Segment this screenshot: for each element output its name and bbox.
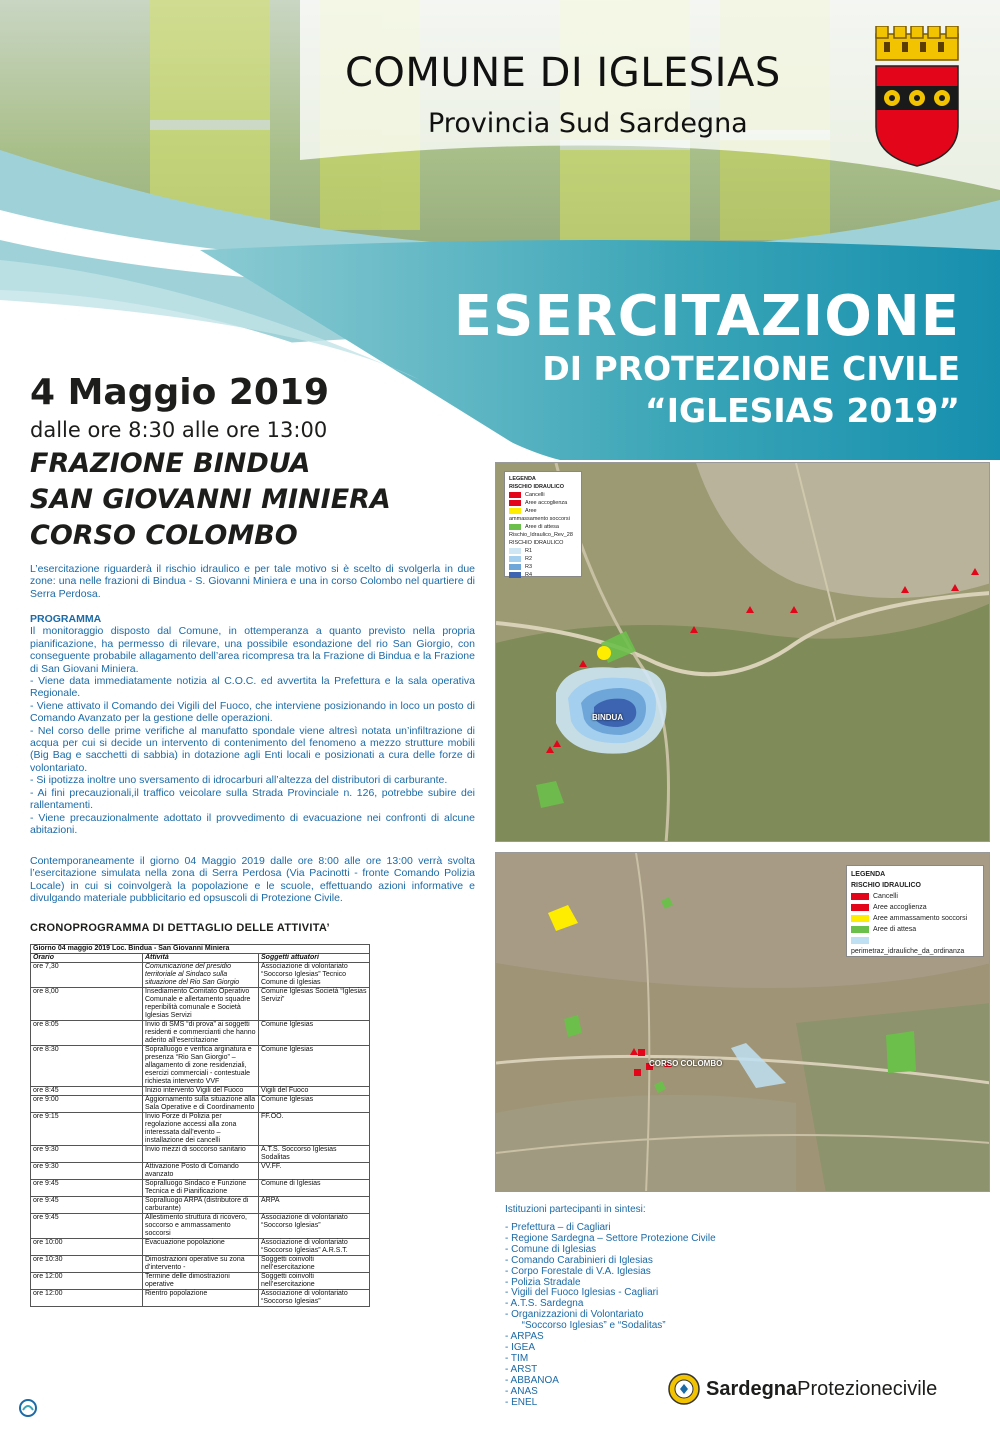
legend-item (509, 571, 577, 579)
crono-cell-time: ore 12:00 (31, 1290, 143, 1307)
crono-cell-activity: Rientro popolazione (143, 1290, 259, 1307)
event-title (454, 286, 960, 432)
istituzioni-title: Istituzioni partecipanti in sintesi: (505, 1204, 646, 1215)
legend-swatch (851, 937, 869, 944)
legend-layer-subtitle: RISCHIO IDRAULICO (509, 540, 564, 546)
istituzione-item: - Comando Carabinieri di Iglesias (505, 1254, 653, 1266)
provincia-subtitle: Provincia Sud Sardegna (428, 108, 748, 139)
crono-cell-time: ore 12:00 (31, 1273, 143, 1290)
legend-swatch (509, 524, 521, 530)
istituzione-item: - Corpo Forestale di V.A. Iglesias (505, 1265, 651, 1277)
crono-cell-time: ore 8:45 (31, 1087, 143, 1096)
legend-item (509, 555, 577, 563)
crono-cell-actors: A.T.S. Soccorso Iglesias Sodalitas (259, 1146, 370, 1163)
crono-row (31, 1096, 370, 1113)
legend-label: R2 (525, 556, 533, 562)
crono-body (31, 963, 370, 1307)
legend-label: Aree di attesa (525, 524, 559, 530)
crono-row (31, 1021, 370, 1046)
crono-cell-time: ore 9:15 (31, 1113, 143, 1146)
crono-cell-time: ore 9:45 (31, 1214, 143, 1239)
legend-label: Aree di attesa (873, 926, 917, 933)
crono-header-attivita: Attività (143, 954, 259, 963)
crono-cell-actors: Associazione di volontariato “Soccorso Iglesias” A.R.S.T. (259, 1239, 370, 1256)
legend-title: LEGENDA (851, 871, 886, 878)
legend-swatch (851, 893, 869, 900)
legend-subtitle: RISCHIO IDRAULICO (509, 484, 564, 490)
brand-light: Protezionecivile (797, 1378, 938, 1400)
crono-cell-time: ore 7,30 (31, 963, 143, 988)
istituzione-item: - Comune di Iglesias (505, 1243, 597, 1255)
place-san-giovanni: SAN GIOVANNI MINIERA (30, 484, 391, 515)
crono-caption: Giorno 04 maggio 2019 Loc. Bindua - San Giovanni Miniera (31, 945, 370, 954)
protezione-civile-brand (706, 1378, 937, 1401)
legend-label: Aree ammassamento soccorsi (873, 915, 968, 922)
legend-swatch (509, 500, 521, 506)
istituzione-item: - ARST (505, 1363, 538, 1375)
crono-cell-actors: Soggetti coinvolti nell’esercitazione (259, 1273, 370, 1290)
legend-item (509, 507, 577, 523)
programma-heading: PROGRAMMA (30, 613, 102, 625)
crono-row (31, 963, 370, 988)
crono-cell-time: ore 10:30 (31, 1256, 143, 1273)
programma-paragraph: - Si ipotizza inoltre uno sversamento di idrocarburi all’altezza del distributori di carburante. (30, 774, 448, 787)
crono-cell-time: ore 8:30 (31, 1046, 143, 1087)
crono-row (31, 1113, 370, 1146)
legend-label: Cancelli (525, 492, 545, 498)
crono-row (31, 1146, 370, 1163)
istituzione-item: “Soccorso Iglesias” e “Sodalitas” (505, 1320, 666, 1332)
legend-item (509, 523, 577, 531)
map-corso-colombo-legend (846, 865, 984, 957)
legend-label: R3 (525, 564, 533, 570)
legend-swatch (509, 572, 521, 578)
legend-item (509, 563, 577, 571)
crono-cell-activity: Comunicazione del presidio territoriale al Sindaco sulla situazione del Rio San Giorgio (143, 963, 259, 988)
crono-header-orario: Orario (31, 954, 143, 963)
place-corso-colombo: CORSO COLOMBO (30, 520, 298, 551)
crono-cell-activity: Evacuazione popolazione (143, 1239, 259, 1256)
legend-item (509, 547, 577, 555)
legend-swatch (509, 508, 521, 514)
istituzione-item: - ABBANOA (505, 1374, 559, 1386)
corner-logo-icon (18, 1398, 38, 1418)
place-bindua: FRAZIONE BINDUA (30, 448, 311, 479)
crono-cell-activity: Sopralluogo ARPA (distributore di carburante) (143, 1197, 259, 1214)
crono-row (31, 1087, 370, 1096)
crono-cell-actors: VV.FF. (259, 1163, 370, 1180)
intro-paragraph: L’esercitazione riguarderà il rischio idraulico e per tale motivo si è scelto di svolgerla in due zone: una nelle frazioni di Bindua - S. Giovanni Miniera e una in corso Colombo nel quartiere di Serra Perdosa. (30, 563, 475, 600)
crono-cell-actors: ARPA (259, 1197, 370, 1214)
programma-paragraph: - Viene precauzionalmente adottato il provvedimento di evacuazione nei confronti di alcune abitazioni. (30, 811, 475, 836)
crono-cell-time: ore 9:45 (31, 1180, 143, 1197)
crono-row (31, 1290, 370, 1307)
legend-item (851, 935, 979, 957)
istituzione-item: - IGEA (505, 1341, 536, 1353)
crono-cell-time: ore 9:00 (31, 1096, 143, 1113)
crono-cell-activity: Attivazione Posto di Comando avanzato (143, 1163, 259, 1180)
legend-label: R4 (525, 572, 533, 578)
legend-label: perimetraz_idrauliche_da_ordinanza (851, 948, 965, 955)
crono-cell-time: ore 9:45 (31, 1197, 143, 1214)
istituzione-item: - A.T.S. Sardegna (505, 1298, 584, 1310)
crono-cell-activity: Dimostrazioni operative su zona d’intervento - (143, 1256, 259, 1273)
crono-cell-time: ore 10:00 (31, 1239, 143, 1256)
crono-row (31, 988, 370, 1021)
legend-subtitle: RISCHIO IDRAULICO (851, 882, 921, 889)
crono-row (31, 1214, 370, 1239)
legend-item (851, 891, 979, 902)
legend-levels (509, 547, 577, 579)
legend-swatch (509, 564, 521, 570)
istituzione-item: - Polizia Stradale (505, 1276, 581, 1288)
legend-items (509, 491, 577, 531)
legend-item (851, 924, 979, 935)
istituzione-item: - TIM (505, 1352, 529, 1364)
crono-cell-activity: Insediamento Comitato Operativo Comunale e allertamento squadre reperibilità comunale e Società Iglesias Servizi (143, 988, 259, 1021)
contemporanea-paragraph: Contemporaneamente il giorno 04 Maggio 2019 dalle ore 8:00 alle ore 13:00 verrà svolta l’esercitazione simulata nella zona di Serra Perdosa (Via Pacinotti - fronte Comando Polizia Locale) in cui si coinvolgerà la popolazione e le scuole, effettuando azioni informative e divulgando materiale pubblicitario ed opsuscoli di Protezione Civile. (30, 855, 475, 905)
legend-swatch (509, 548, 521, 554)
crono-cell-time: ore 8:05 (31, 1021, 143, 1046)
istituzione-item: - ANAS (505, 1385, 538, 1397)
map-bindua-legend (504, 471, 582, 577)
legend-label: Aree accoglienza (525, 500, 568, 506)
protezione-civile-logo-icon (668, 1373, 700, 1405)
crono-cell-activity: Sopralluogo e verifica arginatura e presenza “Rio San Giorgio” – allagamento di zone residenziali, esercizi commerciali - contestuale richiesta intervento VVF (143, 1046, 259, 1087)
crono-cell-activity: Invio Forze di Polizia per regolazione accessi alla zona interessata dall’evento – installazione dei cancelli (143, 1113, 259, 1146)
crono-cell-actors: Comune Iglesias (259, 1096, 370, 1113)
map-corso-colombo[interactable] (495, 852, 990, 1192)
crono-row (31, 1163, 370, 1180)
crono-row (31, 1256, 370, 1273)
istituzione-item: - Prefettura – di Cagliari (505, 1222, 611, 1233)
crono-cell-actors: Comune Iglesias Società “Iglesias Servizi” (259, 988, 370, 1021)
event-title-line3: “IGLESIAS 2019” (645, 391, 960, 430)
istituzione-item: - Organizzazioni di Volontariato (505, 1309, 644, 1321)
legend-item (509, 491, 577, 499)
legend-swatch (509, 492, 521, 498)
legend-label: Cancelli (873, 893, 898, 900)
programma-paragraph: - Nel corso delle prime verifiche al manufatto spondale viene altresì notata un’infiltrazione di acqua per cui si decide un intervento di contenimento del fenomeno a mezzo strutture mobili (Big Bag e sacchetti di sabbia) in dotazione agli Enti locali e posizionati a cura delle forze di volontariato. (30, 724, 475, 774)
legend-label: R1 (525, 548, 533, 554)
legend-swatch (509, 556, 521, 562)
map-label-bindua: BINDUA (592, 713, 624, 722)
legend-items (851, 891, 979, 957)
event-title-line1: ESERCITAZIONE (453, 284, 960, 349)
crono-cell-actors: Associazione di volontariato “Soccorso Iglesias” Tecnico Comune di Iglesias (259, 963, 370, 988)
crono-cell-actors: Soggetti coinvolti nell’esercitazione (259, 1256, 370, 1273)
legend-layer-title: Rischio_Idraulico_Rev_28 (509, 532, 573, 538)
map-label-corso-colombo: CORSO COLOMBO (649, 1059, 723, 1068)
crono-cell-activity: Aggiornamento sulla situazione alla Sala Operative e di Coordinamento (143, 1096, 259, 1113)
legend-item (509, 499, 577, 507)
crono-row (31, 1273, 370, 1290)
istituzione-item: - Regione Sardegna – Settore Protezione Civile (505, 1232, 716, 1244)
map-bindua[interactable] (495, 462, 990, 842)
crono-cell-activity: Termine delle dimostrazioni operative (143, 1273, 259, 1290)
legend-swatch (851, 904, 869, 911)
crono-cell-time: ore 9:30 (31, 1163, 143, 1180)
crono-cell-actors: Associazione di volontariato “Soccorso Iglesias” (259, 1214, 370, 1239)
legend-swatch (851, 926, 869, 933)
programma-section (30, 613, 475, 836)
comune-title: COMUNE DI IGLESIAS (345, 50, 781, 96)
crono-cell-activity: Invio di SMS “di prova” ai soggetti residenti e commercianti che hanno aderito all’esercitazione (143, 1021, 259, 1046)
crono-cell-actors: Comune Iglesias (259, 1046, 370, 1087)
crono-row (31, 1180, 370, 1197)
crono-cell-actors: Vigili del Fuoco (259, 1087, 370, 1096)
legend-title: LEGENDA (509, 476, 536, 482)
crono-cell-activity: Sopralluogo Sindaco e Funzione Tecnica e di Pianificazione (143, 1180, 259, 1197)
crono-cell-actors: Associazione di volontariato “Soccorso Iglesias” (259, 1290, 370, 1307)
crono-row (31, 1197, 370, 1214)
event-title-line2: DI PROTEZIONE CIVILE (542, 349, 960, 388)
crono-cell-activity: Invio mezzi di soccorso sanitario (143, 1146, 259, 1163)
crono-cell-time: ore 9:30 (31, 1146, 143, 1163)
crono-cell-actors: FF.OO. (259, 1113, 370, 1146)
crono-cell-time: ore 8,00 (31, 988, 143, 1021)
event-date: 4 Maggio 2019 (30, 372, 330, 413)
event-hours: dalle ore 8:30 alle ore 13:00 (30, 418, 328, 442)
programma-paragraph: Il monitoraggio disposto dal Comune, in ottemperanza a quanto previsto nella propria pianificazione, ha permesso di rilevare, una possibile esondazione del rio San Giorgio, con conseguente probabile allagamento dell’area ricompresa tra la Frazione di Bindua e la Frazione di San Giovani Miniera. (30, 625, 475, 675)
legend-item (851, 902, 979, 913)
event-places (30, 446, 391, 554)
crono-cell-actors: Comune di Iglesias (259, 1180, 370, 1197)
coat-of-arms-icon (872, 26, 962, 168)
programma-paragraph: - Ai fini precauzionali,il traffico veicolare sulla Strada Provinciale n. 126, potrebbe subire dei rallentamenti. (30, 786, 475, 812)
crono-title: CRONOPROGRAMMA DI DETTAGLIO DELLE ATTIVITA’ (30, 922, 330, 934)
programma-paragraph: - Viene data immediatamente notizia al C.O.C. ed avvertita la Prefettura e la sala operativa Regionale. (30, 675, 475, 700)
crono-cell-activity: Inizio intervento Vigili del Fuoco (143, 1087, 259, 1096)
crono-cell-activity: Allestimento struttura di ricovero, soccorso e ammassamento soccorsi (143, 1214, 259, 1239)
crono-row (31, 1046, 370, 1087)
istituzione-item: - Vigili del Fuoco Iglesias - Cagliari (505, 1287, 659, 1299)
legend-label: Aree accoglienza (873, 904, 927, 911)
crono-table (30, 944, 370, 1307)
programma-paragraph: - Viene attivato il Comando dei Vigili del Fuoco, che interviene posizionando in loco un posto di Comando Avanzato per la gestione delle operazioni. (30, 699, 475, 725)
istituzione-item: - ARPAS (505, 1331, 544, 1343)
legend-label: Aree ammassamento soccorsi (509, 508, 570, 522)
crono-row (31, 1239, 370, 1256)
crono-header-soggetti: Soggetti attuatori (259, 954, 370, 963)
brand-bold: Sardegna (706, 1378, 798, 1400)
legend-swatch (851, 915, 869, 922)
crono-cell-actors: Comune Iglesias (259, 1021, 370, 1046)
legend-item (851, 913, 979, 924)
istituzione-item: - ENEL (505, 1396, 538, 1408)
